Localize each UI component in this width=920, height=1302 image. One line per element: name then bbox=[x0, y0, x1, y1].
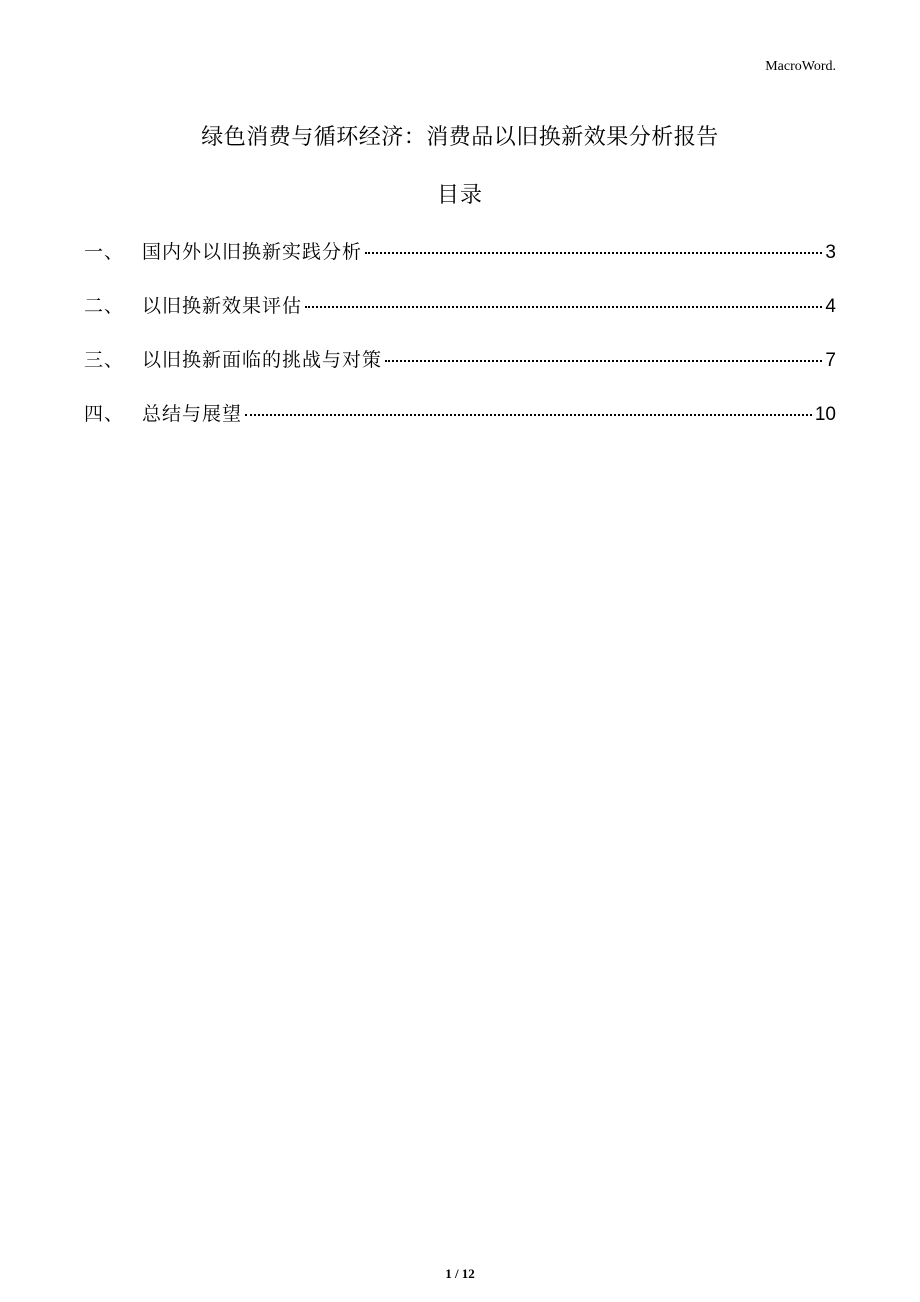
toc-entry[interactable] bbox=[84, 292, 836, 320]
toc-entry-number: 一、 bbox=[84, 241, 125, 263]
toc-entry-title: 以旧换新效果评估 bbox=[142, 295, 303, 317]
page-indicator: 1 / 12 bbox=[445, 1266, 475, 1281]
toc-entry-page: 4 bbox=[825, 296, 836, 317]
toc-heading: 目录 bbox=[436, 183, 483, 208]
toc-entry-number: 四、 bbox=[84, 403, 125, 425]
toc-entry-title: 总结与展望 bbox=[142, 403, 243, 425]
toc-dot-leader bbox=[245, 413, 812, 416]
toc-entry-title: 以旧换新面临的挑战与对策 bbox=[142, 349, 383, 371]
toc-dot-leader bbox=[365, 251, 822, 254]
toc-entry[interactable] bbox=[84, 346, 836, 374]
toc-entry-page: 3 bbox=[825, 242, 836, 263]
toc-entry-number: 三、 bbox=[84, 349, 125, 371]
table-of-contents bbox=[84, 238, 836, 454]
document-title: 绿色消费与循环经济：消费品以旧换新效果分析报告 bbox=[201, 125, 719, 150]
toc-dot-leader bbox=[305, 305, 822, 308]
toc-entry-number: 二、 bbox=[84, 295, 125, 317]
toc-entry-title: 国内外以旧换新实践分析 bbox=[142, 241, 363, 263]
toc-dot-leader bbox=[385, 359, 822, 362]
toc-entry-page: 10 bbox=[814, 404, 836, 425]
toc-entry[interactable] bbox=[84, 238, 836, 266]
header-brand: MacroWord. bbox=[765, 59, 836, 74]
toc-entry-page: 7 bbox=[825, 350, 836, 371]
toc-entry[interactable] bbox=[84, 400, 836, 428]
